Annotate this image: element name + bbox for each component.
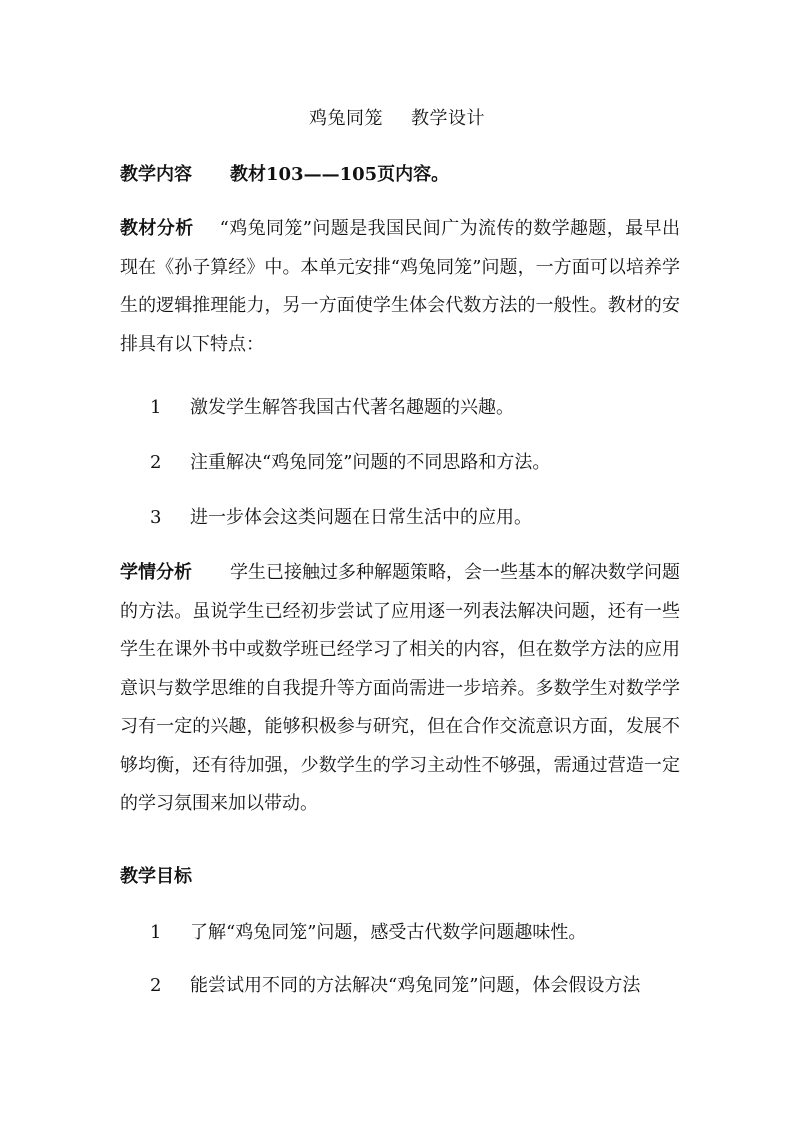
- item-text: 进一步体会这类问题在日常生活中的应用。: [190, 507, 532, 528]
- analysis-label: 教材分析: [120, 218, 194, 239]
- item-number: 3: [150, 507, 162, 528]
- goals-label: 教学目标: [120, 866, 192, 887]
- item-number: 2: [150, 452, 162, 473]
- analysis-text: “鸡兔同笼”问题是我国民间广为流传的数学趣题，最早出现在《孙子算经》中。本单元安排“鸡兔同笼”问题，一方面可以培养学生的逻辑推理能力，另一方面使学生体会代数方法的一般性。教材的安排具有以下特点：: [120, 218, 681, 355]
- analysis-section: [120, 210, 680, 364]
- situation-label: 学情分析: [120, 562, 192, 583]
- content-label: 教学内容: [120, 164, 192, 185]
- item-text: 激发学生解答我国古代著名趣题的兴趣。: [190, 397, 514, 418]
- document-title: [0, 104, 794, 130]
- item-number: 1: [150, 922, 162, 943]
- item-number: 1: [150, 397, 162, 418]
- title-part-2: 教学设计: [411, 108, 485, 129]
- content-text: 教材103——105页内容。: [230, 164, 450, 185]
- item-text: 注重解决“鸡兔同笼”问题的不同思路和方法。: [190, 452, 551, 473]
- situation-text: 学生已接触过多种解题策略，会一些基本的解决数学问题的方法。虽说学生已经初步尝试了应用逐一列表法解决问题，还有一些学生在课外书中或数学班已经学习了相关的内容，但在数学方法的应用意识与数学思维的自我提升等方面尚需进一步培养。多数学生对数学学习有一定的兴趣，能够积极参与研究，但在合作交流意识方面，发展不够均衡，还有待加强，少数学生的学习主动性不够强，需通过营造一定的学习氛围来加以带动。: [120, 562, 680, 814]
- item-text: 能尝试用不同的方法解决“鸡兔同笼”问题，体会假设方法: [190, 975, 641, 996]
- content-section: [120, 156, 680, 195]
- title-part-1: 鸡兔同笼: [309, 108, 383, 129]
- item-number: 2: [150, 975, 162, 996]
- situation-section: [120, 554, 680, 824]
- goals-section: [120, 858, 680, 897]
- item-text: 了解“鸡兔同笼”问题，感受古代数学问题趣味性。: [190, 922, 587, 943]
